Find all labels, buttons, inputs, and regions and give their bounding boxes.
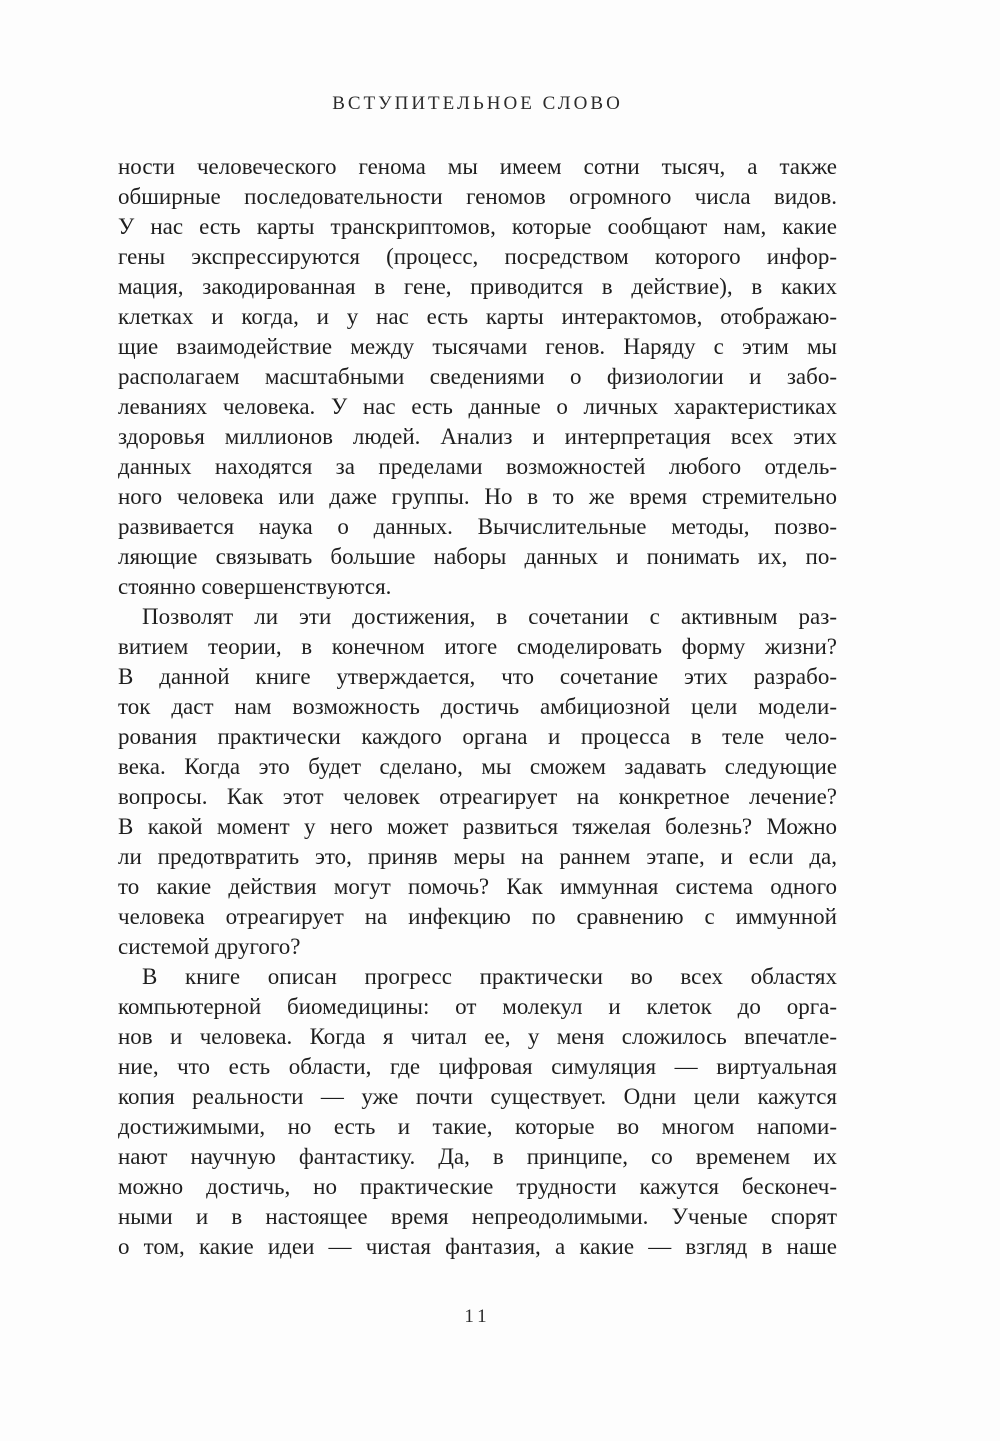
- text-line: ние, что есть области, где цифровая симуляция — виртуальная: [118, 1054, 837, 1079]
- text-line: компьютерной биомедицины: от молекул и клеток до орга-: [118, 994, 837, 1019]
- text-line: ток даст нам возможность достичь амбициозной цели модели-: [118, 694, 837, 719]
- text-line: В книге описан прогресс практически во всех областях: [142, 964, 837, 989]
- text-line: располагаем масштабными сведениями о физиологии и забо-: [118, 364, 837, 389]
- text-line: У нас есть карты транскриптомов, которые сообщают нам, какие: [118, 214, 837, 239]
- text-line: данных находятся за пределами возможностей любого отдель-: [118, 454, 837, 479]
- text-line: человека отреагирует на инфекцию по сравнению с иммунной: [118, 904, 837, 929]
- text-line: гены экспрессируются (процесс, посредством которого инфор-: [118, 244, 837, 269]
- text-line: ли предотвратить это, приняв меры на раннем этапе, и если да,: [118, 844, 837, 869]
- text-line: века. Когда это будет сделано, мы сможем задавать следующие: [118, 754, 837, 779]
- text-line: копия реальности — уже почти существует. Одни цели кажутся: [118, 1084, 837, 1109]
- text-line: развивается наука о данных. Вычислительные методы, позво-: [118, 514, 837, 539]
- text-line: мация, закодированная в гене, приводится в действие), в каких: [118, 274, 837, 299]
- text-line: то какие действия могут помочь? Как иммунная система одного: [118, 874, 837, 899]
- text-line: стоянно совершенствуются.: [118, 574, 392, 599]
- paragraph: [118, 962, 837, 1262]
- text-line: нов и человека. Когда я читал ее, у меня сложилось впечатле-: [118, 1024, 837, 1049]
- paragraph: [118, 152, 837, 602]
- text-line: ного человека или даже группы. Но в то же время стремительно: [118, 484, 837, 509]
- text-line: достижимыми, но есть и такие, которые во многом напоми-: [118, 1114, 837, 1139]
- text-line: обширные последовательности геномов огромного числа видов.: [118, 184, 837, 209]
- text-line: системой другого?: [118, 934, 301, 959]
- paragraph: [118, 602, 837, 962]
- text-line: нают научную фантастику. Да, в принципе, со временем их: [118, 1144, 837, 1169]
- text-line: здоровья миллионов людей. Анализ и интерпретация всех этих: [118, 424, 837, 449]
- text-line: ляющие связывать большие наборы данных и понимать их, по-: [118, 544, 837, 569]
- text-line: ности человеческого генома мы имеем сотни тысяч, а также: [118, 154, 837, 179]
- text-line: о том, какие идеи — чистая фантазия, а какие — взгляд в наше: [118, 1234, 837, 1259]
- text-line: В данной книге утверждается, что сочетание этих разрабо-: [118, 664, 837, 689]
- text-line: можно достичь, но практические трудности кажутся бесконеч-: [118, 1174, 837, 1199]
- text-line: витием теории, в конечном итоге смоделировать форму жизни?: [118, 634, 837, 659]
- text-line: Позволят ли эти достижения, в сочетании с активным раз-: [142, 604, 837, 629]
- body-text: [118, 152, 837, 1262]
- page-number: 11: [464, 1306, 491, 1327]
- text-line: ными и в настоящее время непреодолимыми. Ученые спорят: [118, 1204, 837, 1229]
- text-line: рования практически каждого органа и процесса в теле чело-: [118, 724, 837, 749]
- text-line: В какой момент у него может развиться тяжелая болезнь? Можно: [118, 814, 837, 839]
- text-line: вопросы. Как этот человек отреагирует на конкретное лечение?: [118, 784, 837, 809]
- running-header: ВСТУПИТЕЛЬНОЕ СЛОВО: [332, 93, 623, 114]
- text-line: щие взаимодействие между тысячами генов. Наряду с этим мы: [118, 334, 837, 359]
- text-line: клетках и когда, и у нас есть карты интерактомов, отображаю-: [118, 304, 837, 329]
- text-line: леваниях человека. У нас есть данные о личных характеристиках: [118, 394, 837, 419]
